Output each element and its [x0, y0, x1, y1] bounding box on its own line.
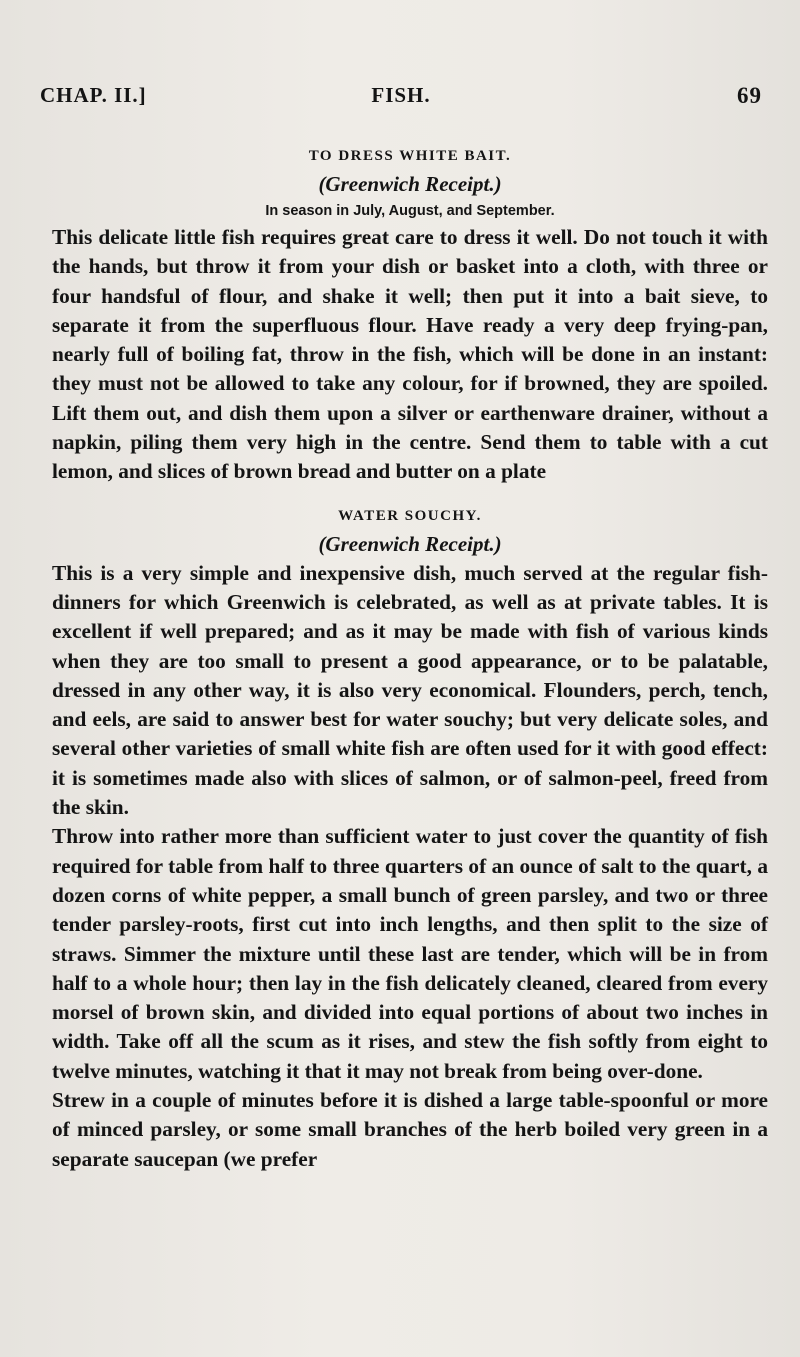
- season-note: In season in July, August, and September.: [265, 203, 555, 219]
- recipe-paragraph: This delicate little fish requires great care to dress it well. Do not touch it with the hands, but throw it from your dish or basket into a cloth, with three or four handsful of flour, and shake it well; then put it into a bait sieve, to separate it from the superfluous flour. Have ready a very deep frying-pan, nearly full of boiling fat, throw in the fish, which will be done in an instant: they must not be allowed to take any colour, for if browned, they are spoiled. Lift them out, and dish them upon a silver or earthenware drainer, without a napkin, piling them very high in the centre. Send them to table with a cut lemon, and slices of brown bread and butter on a plate: [52, 225, 768, 484]
- recipe-paragraph: Strew in a couple of minutes before it is dished a large table-spoonful or more of minced parsley, or some small branches of the herb boiled very green in a separate saucepan (we prefer: [52, 1088, 768, 1171]
- recipe-title: TO DRESS WHITE BAIT.: [308, 148, 512, 164]
- page-number: 69: [737, 83, 762, 108]
- page-body: [52, 143, 768, 1174]
- recipe-paragraph: Throw into rather more than sufficient water to just cover the quantity of fish required for table from half to three quarters of an ounce of salt to the quart, a dozen corns of white pepper, a small bunch of green parsley, and two or three tender parsley-roots, first cut into inch lengths, and then split to the size of straws. Simmer the mixture until these last are tender, which will be in from half to a whole hour; then lay in the fish delicately cleaned, cleared from every morsel of brown skin, and divided into equal portions of about two inches in width. Take off all the scum as it rises, and stew the fish softly from eight to twelve minutes, watching it that it may not break from being over-done.: [52, 824, 768, 1083]
- recipe-title: WATER SOUCHY.: [338, 507, 482, 524]
- recipe-subtitle: (Greenwich Receipt.): [318, 531, 502, 556]
- recipe-paragraph: This is a very simple and inexpensive dish, much served at the regular fish-dinners for which Greenwich is celebrated, as well as at private tables. It is excellent if well prepared; and as it may be made with fish of various kinds when they are too small to present a good appearance, or to be palatable, dressed in any other way, it is also very economical. Flounders, perch, tench, and eels, are said to answer best for water souchy; but very delicate soles, and several other varieties of small white fish are often used for it with good effect: it is sometimes made also with slices of salmon, or of salmon-peel, freed from the skin.: [52, 560, 768, 820]
- chapter-label: CHAP. II.]: [40, 83, 147, 107]
- recipe-white-bait: [52, 143, 768, 487]
- section-header: FISH.: [371, 83, 431, 107]
- running-head: [40, 83, 762, 111]
- recipe-subtitle: (Greenwich Receipt.): [318, 172, 502, 196]
- section-gap: [52, 487, 768, 503]
- recipe-water-souchy: [52, 503, 768, 1174]
